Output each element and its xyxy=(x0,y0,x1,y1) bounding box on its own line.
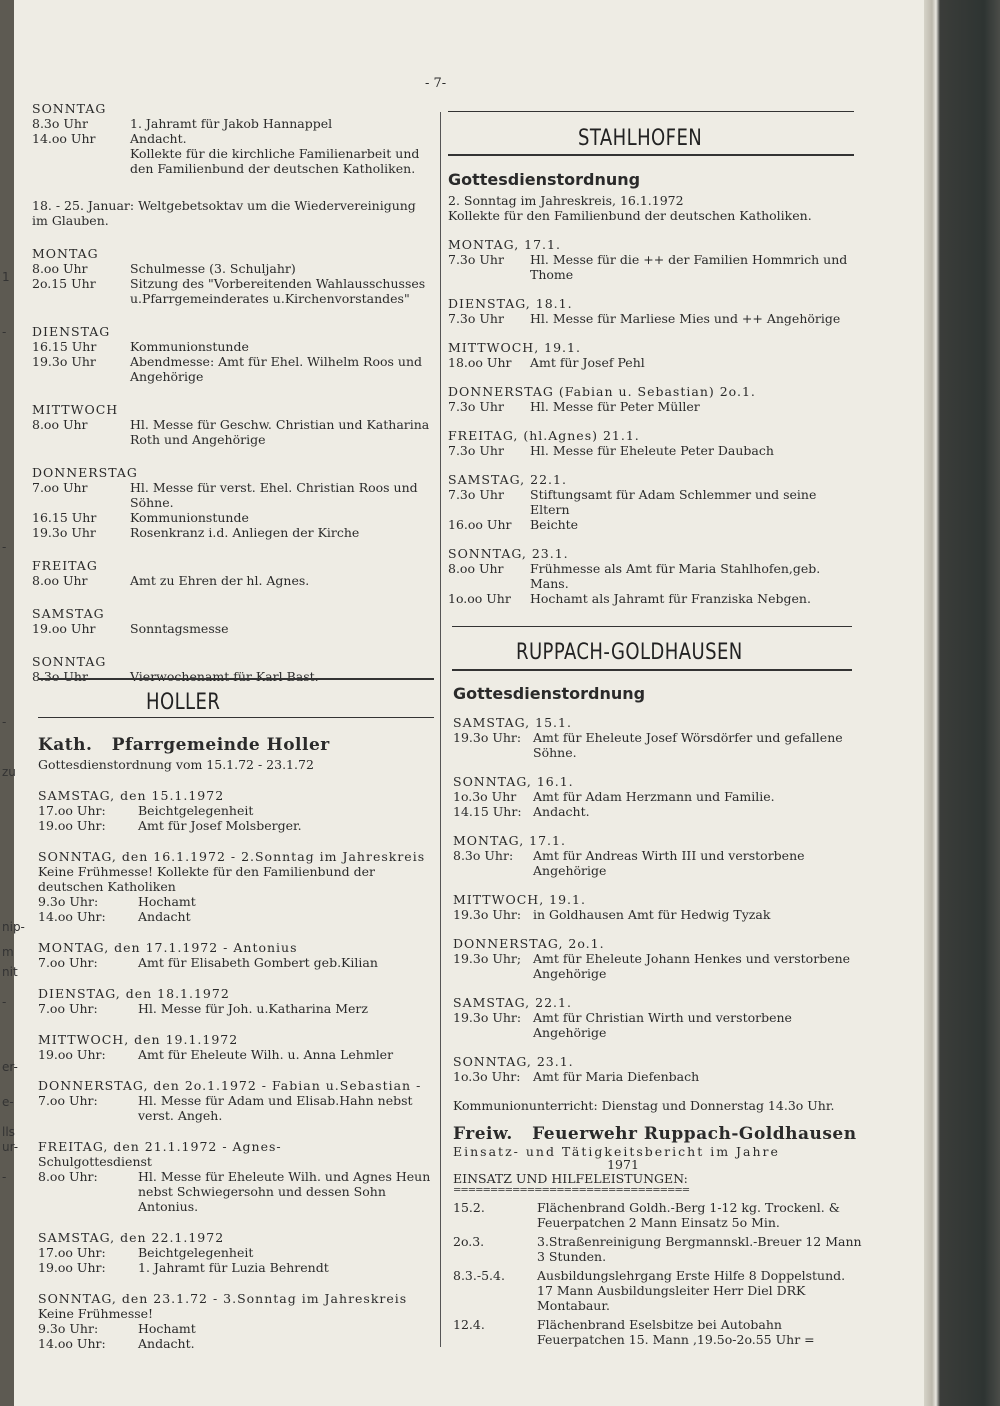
stahlhofen-days xyxy=(448,237,858,606)
day-block xyxy=(38,788,438,833)
event-date: 8.3.-5.4. xyxy=(453,1268,505,1283)
day-heading: SONNTAG, 23.1. xyxy=(453,1054,574,1069)
day-block xyxy=(453,774,863,819)
stahlhofen-intro1: 2. Sonntag im Jahreskreis, 16.1.1972 xyxy=(448,193,684,208)
schedule-row xyxy=(32,621,432,636)
entry-text: Schulmesse (3. Schuljahr) xyxy=(130,261,296,276)
bleed-fragment: - xyxy=(2,325,7,339)
entry-text: Kommunionstunde xyxy=(130,510,249,525)
day-heading: FREITAG, (hl.Agnes) 21.1. xyxy=(448,428,640,443)
schedule-row xyxy=(448,443,858,458)
time-cell: 7.oo Uhr: xyxy=(38,1001,98,1016)
time-cell: 19.3o Uhr xyxy=(32,525,96,540)
day-block xyxy=(453,936,863,981)
entry-text: Hl. Messe für Joh. u.Katharina Merz xyxy=(138,1001,368,1016)
entry-text: Hl. Messe für Peter Müller xyxy=(530,399,700,414)
entry-text: Hochamt xyxy=(138,1321,196,1336)
entry-text: Beichtgelegenheit xyxy=(138,1245,254,1260)
day-block xyxy=(32,402,432,447)
day-block xyxy=(38,1139,438,1214)
schedule-row xyxy=(38,803,438,818)
day-heading: MITTWOCH, den 19.1.1972 xyxy=(38,1032,239,1047)
day-heading: DONNERSTAG, 2o.1. xyxy=(453,936,605,951)
time-cell: 8.3o Uhr xyxy=(32,669,88,684)
schedule-row xyxy=(32,354,432,384)
holler-intro: Gottesdienstordnung vom 15.1.72 - 23.1.72 xyxy=(38,757,314,772)
fw-prefix: Freiw. xyxy=(453,1124,513,1144)
schedule-row xyxy=(32,131,432,146)
day-heading: SONNTAG, 23.1. xyxy=(448,546,569,561)
day-heading: MONTAG, den 17.1.1972 - Antonius xyxy=(38,940,298,955)
time-cell: 9.3o Uhr: xyxy=(38,1321,99,1336)
schedule-row xyxy=(38,909,438,924)
holler-blocks xyxy=(38,788,438,1351)
bleed-fragment: 1 xyxy=(2,270,10,284)
column-divider xyxy=(440,112,441,1347)
time-cell: 19.3o Uhr xyxy=(32,354,96,369)
schedule-row xyxy=(453,730,863,760)
entry-text: Rosenkranz i.d. Anliegen der Kirche xyxy=(130,525,360,540)
time-cell: 19.3o Uhr: xyxy=(453,1010,522,1025)
day-heading: SAMSTAG xyxy=(32,606,105,621)
day-heading: SONNTAG, den 16.1.1972 - 2.Sonntag im Jahreskreis xyxy=(38,849,426,864)
day-block xyxy=(448,296,858,326)
time-cell: 1o.oo Uhr xyxy=(448,591,511,606)
day-heading: SONNTAG xyxy=(32,101,107,116)
bleed-fragment: m xyxy=(2,945,14,959)
entry-text: Beichtgelegenheit xyxy=(138,803,254,818)
schedule-row xyxy=(32,573,432,588)
day-heading: SAMSTAG, 22.1. xyxy=(448,472,567,487)
time-cell: 19.3o Uhr: xyxy=(453,907,522,922)
entry-text: Amt für Andreas Wirth III und verstorbene Angehörige xyxy=(533,848,805,878)
bleed-fragment: e- xyxy=(2,1095,14,1109)
report-row xyxy=(453,1268,863,1313)
day-block xyxy=(32,558,432,588)
schedule-row xyxy=(32,276,432,306)
entry-text: Frühmesse als Amt für Maria Stahlhofen,geb. Mans. xyxy=(530,561,821,591)
time-cell: 7.3o Uhr xyxy=(448,487,504,502)
day-block xyxy=(32,246,432,306)
event-text: Flächenbrand Eselsbitze bei Autobahn Feuerpatchen 15. Mann ,19.5o-2o.55 Uhr = xyxy=(537,1317,815,1347)
day-heading: SONNTAG, den 23.1.72 - 3.Sonntag im Jahreskreis xyxy=(38,1291,408,1306)
day-heading: MITTWOCH, 19.1. xyxy=(453,892,586,907)
event-text: 3.Straßenreinigung Bergmannskl.-Breuer 12 Mann 3 Stunden. xyxy=(537,1234,862,1264)
time-cell: 8.3o Uhr xyxy=(32,116,88,131)
day-heading: MITTWOCH xyxy=(32,402,119,417)
schedule-row xyxy=(32,510,432,525)
event-date: 12.4. xyxy=(453,1317,485,1332)
time-cell: 8.oo Uhr xyxy=(32,261,88,276)
day-block xyxy=(32,465,432,540)
day-block xyxy=(453,833,863,878)
day-block xyxy=(453,995,863,1040)
schedule-row xyxy=(453,804,863,819)
report-year: 1971 xyxy=(607,1157,639,1172)
day-heading: MONTAG, 17.1. xyxy=(448,237,561,252)
day-block xyxy=(448,428,858,458)
time-cell: 1o.3o Uhr: xyxy=(453,1069,521,1084)
entry-text: Hl. Messe für Eheleute Wilh. und Agnes Heun nebst Schwiegersohn und dessen Sohn Antonius. xyxy=(138,1169,431,1214)
schedule-row xyxy=(32,525,432,540)
entry-text: Hl. Messe für Marliese Mies und ++ Angehörige xyxy=(530,311,841,326)
bleed-fragment: nip- xyxy=(2,920,25,934)
time-cell: 14.oo Uhr: xyxy=(38,909,106,924)
day-heading: SAMSTAG, den 22.1.1972 xyxy=(38,1230,225,1245)
parish-name: Pfarrgemeinde Holler xyxy=(111,735,330,755)
entry-text: 1. Jahramt für Jakob Hannappel xyxy=(130,116,333,131)
note-paragraph: 18. - 25. Januar: Weltgebetsoktav um die Wiedervereinigung im Glauben. xyxy=(32,198,416,228)
day-heading: MONTAG, 17.1. xyxy=(453,833,566,848)
day-block xyxy=(448,472,858,532)
day-block xyxy=(32,606,432,636)
schedule-row xyxy=(32,146,432,176)
day-heading: DONNERSTAG xyxy=(32,465,138,480)
schedule-row xyxy=(38,1336,438,1351)
day-subline: Keine Frühmesse! xyxy=(38,1306,154,1321)
time-cell: 7.oo Uhr: xyxy=(38,955,98,970)
communion-note: Kommunionunterricht: Dienstag und Donnerstag 14.3o Uhr. xyxy=(453,1098,835,1113)
entry-text: Hochamt als Jahramt für Franziska Nebgen. xyxy=(530,591,811,606)
entry-text: Amt für Eheleute Wilh. u. Anna Lehmler xyxy=(138,1047,394,1062)
report-row xyxy=(453,1317,863,1347)
time-cell: 8.oo Uhr xyxy=(448,561,504,576)
day-block xyxy=(38,849,438,924)
day-heading: MITTWOCH, 19.1. xyxy=(448,340,581,355)
time-cell: 14.15 Uhr: xyxy=(453,804,522,819)
bleed-fragment: ur- xyxy=(2,1140,19,1154)
entry-text: Andacht. xyxy=(130,131,187,146)
entry-text: Abendmesse: Amt für Ehel. Wilhelm Roos und Angehörige xyxy=(130,354,423,384)
day-block xyxy=(32,324,432,384)
schedule-row xyxy=(453,907,863,922)
time-cell: 7.3o Uhr xyxy=(448,443,504,458)
schedule-row xyxy=(38,894,438,909)
schedule-row xyxy=(448,487,858,517)
holler-title: HOLLER xyxy=(146,690,221,715)
parish-heading xyxy=(38,735,438,755)
section-rule xyxy=(452,626,852,627)
report-underline: ================================ xyxy=(453,1185,690,1196)
firebrigade-heading xyxy=(453,1124,863,1144)
time-cell: 19.oo Uhr: xyxy=(38,1260,106,1275)
book-spine xyxy=(924,0,1000,1406)
left-schedule xyxy=(32,101,432,684)
left-page-edge xyxy=(0,0,14,1406)
time-cell xyxy=(32,146,130,176)
day-block xyxy=(38,1078,438,1123)
ruppach-section xyxy=(453,686,863,1347)
time-cell: 14.oo Uhr xyxy=(32,131,96,146)
schedule-row xyxy=(38,955,438,970)
fw-title: Feuerwehr Ruppach-Goldhausen xyxy=(532,1124,857,1144)
schedule-row xyxy=(448,311,858,326)
section-rule xyxy=(448,111,854,112)
entry-text: Sitzung des "Vorbereitenden Wahlausschusses u.Pfarrgemeinderates u.Kirchenvorstandes" xyxy=(130,276,426,306)
entry-text: Andacht xyxy=(138,909,191,924)
schedule-row xyxy=(453,1069,863,1084)
time-cell: 7.oo Uhr xyxy=(32,480,88,495)
bleed-fragment: er- xyxy=(2,1060,18,1074)
schedule-row xyxy=(38,1047,438,1062)
bleed-fragment: nit xyxy=(2,965,18,979)
schedule-row xyxy=(38,1169,438,1214)
bleed-fragment: zu xyxy=(2,765,16,779)
day-heading: DONNERSTAG, den 2o.1.1972 - Fabian u.Sebastian - xyxy=(38,1078,422,1093)
time-cell: 7.3o Uhr xyxy=(448,311,504,326)
schedule-row xyxy=(32,116,432,131)
event-text: Ausbildungslehrgang Erste Hilfe 8 Doppelstund. 17 Mann Ausbildungsleiter Herr Diel DRK Montabaur. xyxy=(537,1268,846,1313)
entry-text: Vierwochenamt für Karl Bast. xyxy=(130,669,319,684)
entry-text: Hl. Messe für Eheleute Peter Daubach xyxy=(530,443,774,458)
schedule-row xyxy=(38,1093,438,1123)
entry-text: Andacht. xyxy=(533,804,590,819)
day-block xyxy=(453,892,863,922)
entry-text: Hl. Messe für Adam und Elisab.Hahn nebst verst. Angeh. xyxy=(138,1093,413,1123)
schedule-row xyxy=(38,818,438,833)
time-cell: 8.oo Uhr xyxy=(32,573,88,588)
day-block xyxy=(38,940,438,970)
day-heading: SONNTAG xyxy=(32,654,107,669)
entry-text: Amt für Josef Molsberger. xyxy=(138,818,302,833)
schedule-row xyxy=(32,417,432,447)
day-heading: DIENSTAG, 18.1. xyxy=(448,296,573,311)
bleed-fragment: - xyxy=(2,540,7,554)
time-cell: 19.3o Uhr: xyxy=(453,730,522,745)
time-cell: 2o.15 Uhr xyxy=(32,276,96,291)
time-cell: 8.oo Uhr: xyxy=(38,1169,98,1184)
schedule-row xyxy=(38,1001,438,1016)
stahlhofen-title: STAHLHOFEN xyxy=(578,126,703,151)
schedule-row xyxy=(448,561,858,591)
entry-text: Andacht. xyxy=(138,1336,195,1351)
entry-text: Amt zu Ehren der hl. Agnes. xyxy=(130,573,310,588)
event-text: Flächenbrand Goldh.-Berg 1-12 kg. Trockenl. & Feuerpatchen 2 Mann Einsatz 5o Min. xyxy=(537,1200,840,1230)
ruppach-subtitle: Gottesdienstordnung xyxy=(453,684,646,703)
day-heading: DONNERSTAG (Fabian u. Sebastian) 2o.1. xyxy=(448,384,756,399)
time-cell: 16.15 Uhr xyxy=(32,339,97,354)
entry-text: Amt für Eheleute Josef Wörsdörfer und gefallene Söhne. xyxy=(533,730,843,760)
report-row xyxy=(453,1234,863,1264)
entry-text: Amt für Adam Herzmann und Familie. xyxy=(533,789,775,804)
report-row xyxy=(453,1200,863,1230)
day-heading: SAMSTAG, 15.1. xyxy=(453,715,572,730)
time-cell: 7.3o Uhr xyxy=(448,399,504,414)
time-cell: 7.oo Uhr: xyxy=(38,1093,98,1108)
stahlhofen-section xyxy=(448,172,858,606)
entry-text: in Goldhausen Amt für Hedwig Tyzak xyxy=(533,907,771,922)
bleed-fragment: - xyxy=(2,715,7,729)
schedule-row xyxy=(448,591,858,606)
entry-text: Hochamt xyxy=(138,894,196,909)
day-block xyxy=(38,1291,438,1351)
parish-prefix: Kath. xyxy=(38,735,93,755)
time-cell: 19.oo Uhr xyxy=(32,621,96,636)
day-heading: SAMSTAG, 22.1. xyxy=(453,995,572,1010)
schedule-row xyxy=(453,951,863,981)
entry-text: Beichte xyxy=(530,517,579,532)
entry-text: Hl. Messe für Geschw. Christian und Katharina Roth und Angehörige xyxy=(130,417,430,447)
day-block xyxy=(38,986,438,1016)
stahlhofen-subtitle: Gottesdienstordnung xyxy=(448,170,641,189)
entry-text: Amt für Christian Wirth und verstorbene Angehörige xyxy=(533,1010,792,1040)
time-cell: 19.3o Uhr; xyxy=(453,951,522,966)
bleed-fragment: - xyxy=(2,1170,7,1184)
day-blocks xyxy=(32,246,432,684)
day-heading: DIENSTAG, den 18.1.1972 xyxy=(38,986,230,1001)
day-block xyxy=(453,1054,863,1084)
time-cell: 7.3o Uhr xyxy=(448,252,504,267)
time-cell: 14.oo Uhr: xyxy=(38,1336,106,1351)
entry-text: Amt für Elisabeth Gombert geb.Kilian xyxy=(138,955,378,970)
event-date: 15.2. xyxy=(453,1200,485,1215)
day-heading: SAMSTAG, den 15.1.1972 xyxy=(38,788,225,803)
schedule-row xyxy=(38,1321,438,1336)
time-cell: 9.3o Uhr: xyxy=(38,894,99,909)
ruppach-days xyxy=(453,715,863,1084)
report-events xyxy=(453,1200,863,1347)
entry-text: Kollekte für die kirchliche Familienarbeit und den Familienbund der deutschen Katholiken. xyxy=(130,146,420,176)
time-cell: 16.oo Uhr xyxy=(448,517,512,532)
schedule-row xyxy=(32,261,432,276)
entry-text: Amt für Eheleute Johann Henkes und verstorbene Angehörige xyxy=(533,951,851,981)
entry-text: Sonntagsmesse xyxy=(130,621,229,636)
day-rows xyxy=(32,116,432,176)
day-heading: FREITAG xyxy=(32,558,98,573)
entry-text: Amt für Josef Pehl xyxy=(530,355,645,370)
schedule-row xyxy=(453,789,863,804)
section-rule xyxy=(452,669,852,671)
time-cell: 1o.3o Uhr xyxy=(453,789,517,804)
bleed-fragment: - xyxy=(2,995,7,1009)
schedule-row xyxy=(448,355,858,370)
section-rule xyxy=(38,717,434,718)
ruppach-title: RUPPACH-GOLDHAUSEN xyxy=(516,640,743,665)
entry-text: Stiftungsamt für Adam Schlemmer und seine Eltern xyxy=(530,487,817,517)
day-block xyxy=(453,715,863,760)
section-rule xyxy=(448,154,854,156)
time-cell: 8.3o Uhr: xyxy=(453,848,514,863)
schedule-row xyxy=(448,399,858,414)
schedule-row xyxy=(32,669,432,684)
bleed-fragment: lls xyxy=(2,1125,15,1139)
time-cell: 8.oo Uhr xyxy=(32,417,88,432)
entry-text: Amt für Maria Diefenbach xyxy=(533,1069,700,1084)
day-block xyxy=(38,1230,438,1275)
page-number: - 7- xyxy=(425,76,447,91)
time-cell: 17.oo Uhr: xyxy=(38,1245,106,1260)
time-cell: 18.oo Uhr xyxy=(448,355,512,370)
schedule-row xyxy=(448,252,858,282)
schedule-row xyxy=(448,517,858,532)
day-block xyxy=(448,546,858,606)
day-block xyxy=(38,1032,438,1062)
schedule-row xyxy=(453,848,863,878)
day-block xyxy=(448,237,858,282)
entry-text: Hl. Messe für die ++ der Familien Hommrich und Thome xyxy=(530,252,848,282)
day-block xyxy=(448,384,858,414)
time-cell: 16.15 Uhr xyxy=(32,510,97,525)
day-subline: Schulgottesdienst xyxy=(38,1154,152,1169)
day-heading: DIENSTAG xyxy=(32,324,111,339)
schedule-row xyxy=(38,1260,438,1275)
entry-text: 1. Jahramt für Luzia Behrendt xyxy=(138,1260,329,1275)
entry-text: Hl. Messe für verst. Ehel. Christian Roos und Söhne. xyxy=(130,480,418,510)
event-date: 2o.3. xyxy=(453,1234,485,1249)
holler-section xyxy=(38,735,438,1351)
section-rule xyxy=(38,678,434,680)
day-heading: FREITAG, den 21.1.1972 - Agnes- xyxy=(38,1139,282,1154)
time-cell: 19.oo Uhr: xyxy=(38,1047,106,1062)
schedule-row xyxy=(32,480,432,510)
schedule-row xyxy=(32,339,432,354)
report-subtitle: EINSATZ UND HILFELEISTUNGEN: xyxy=(453,1171,688,1186)
day-heading: MONTAG xyxy=(32,246,99,261)
day-block xyxy=(448,340,858,370)
day-heading: SONNTAG, 16.1. xyxy=(453,774,574,789)
entry-text: Kommunionstunde xyxy=(130,339,249,354)
day-subline: Keine Frühmesse! Kollekte für den Familienbund der deutschen Katholiken xyxy=(38,864,376,894)
time-cell: 19.oo Uhr: xyxy=(38,818,106,833)
schedule-row xyxy=(453,1010,863,1040)
schedule-row xyxy=(38,1245,438,1260)
time-cell: 17.oo Uhr: xyxy=(38,803,106,818)
report-title: Einsatz- und Tätigkeitsbericht im Jahre xyxy=(453,1144,780,1159)
stahlhofen-intro2: Kollekte für den Familienbund der deutschen Katholiken. xyxy=(448,208,812,223)
